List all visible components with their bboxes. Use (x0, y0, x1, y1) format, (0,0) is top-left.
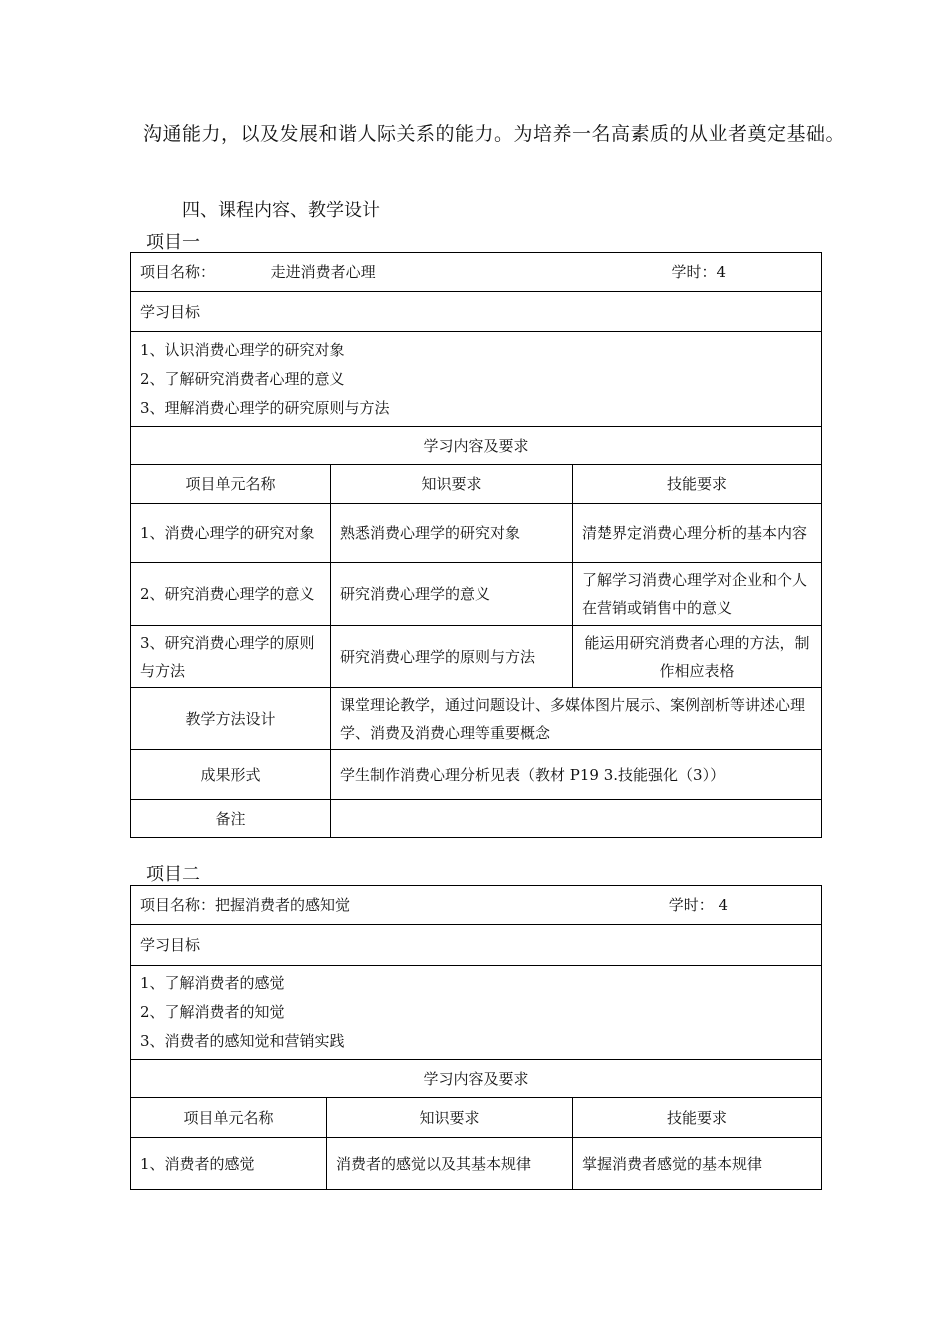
project1-col-skill: 技能要求 (573, 465, 822, 504)
project2-goal-header: 学习目标 (131, 925, 822, 966)
project1-row3-unit: 3、研究消费心理学的原则与方法 (131, 626, 331, 688)
project1-row3-skill: 能运用研究消费者心理的方法，制作相应表格 (573, 626, 822, 688)
project2-table (130, 885, 822, 1190)
project1-goals (131, 332, 822, 427)
project2-col-unit: 项目单元名称 (131, 1098, 327, 1138)
project2-goal-1: 1、了解消费者的感觉 (140, 974, 285, 992)
project1-note-label: 备注 (131, 800, 331, 838)
project2-name-prefix: 项目名称： (140, 896, 216, 914)
project2-goal-2: 2、了解消费者的知觉 (140, 1003, 285, 1021)
project1-name: 走进消费者心理 (270, 263, 376, 281)
project2-hours: 学时： 4 (668, 896, 729, 914)
project1-result-text: 学生制作消费心理分析见表（教材 P19 3.技能强化（3）） (331, 750, 822, 800)
project2-col-skill: 技能要求 (573, 1098, 822, 1138)
project1-method-label: 教学方法设计 (131, 688, 331, 750)
project1-row1-unit: 1、消费心理学的研究对象 (131, 504, 331, 563)
project1-row2-skill: 了解学习消费心理学对企业和个人在营销或销售中的意义 (573, 563, 822, 626)
project1-label: 项目一 (146, 232, 200, 253)
project1-content-header: 学习内容及要求 (131, 427, 822, 465)
project1-name-row (131, 253, 822, 292)
project2-row1-skill: 掌握消费者感觉的基本规律 (573, 1138, 822, 1190)
project2-col-knowledge: 知识要求 (327, 1098, 573, 1138)
project1-goal-1: 1、认识消费心理学的研究对象 (140, 340, 345, 359)
project1-goal-2: 2、了解研究消费者心理的意义 (140, 369, 345, 388)
project2-content-header: 学习内容及要求 (131, 1060, 822, 1098)
project1-col-knowledge: 知识要求 (331, 465, 573, 504)
project1-row1-skill: 清楚界定消费心理分析的基本内容 (573, 504, 822, 563)
intro-paragraph: 沟通能力，以及发展和谐人际关系的能力。为培养一名高素质的从业者奠定基础。 (143, 123, 846, 145)
project1-table (130, 252, 822, 838)
project1-col-unit: 项目单元名称 (131, 465, 331, 504)
project1-goal-3: 3、理解消费心理学的研究原则与方法 (140, 398, 390, 417)
project2-goals (131, 966, 822, 1060)
project2-name: 把握消费者的感知觉 (215, 896, 351, 914)
project2-goal-3: 3、消费者的感知觉和营销实践 (140, 1032, 345, 1050)
project1-name-prefix: 项目名称： (140, 263, 216, 281)
project2-row1-knowledge: 消费者的感觉以及其基本规律 (327, 1138, 573, 1190)
section-heading: 四、课程内容、教学设计 (182, 200, 380, 221)
project1-method-text: 课堂理论教学，通过问题设计、多媒体图片展示、案例剖析等讲述心理学、消费及消费心理等重要概念 (331, 688, 822, 750)
project2-name-row (131, 886, 822, 925)
project1-result-label: 成果形式 (131, 750, 331, 800)
project1-row2-unit: 2、研究消费心理学的意义 (131, 563, 331, 626)
project1-hours: 学时：4 (671, 263, 727, 281)
project2-row1-unit: 1、消费者的感觉 (131, 1138, 327, 1190)
project1-row1-knowledge: 熟悉消费心理学的研究对象 (331, 504, 573, 563)
project1-row3-knowledge: 研究消费心理学的原则与方法 (331, 626, 573, 688)
project1-goal-header: 学习目标 (131, 292, 822, 332)
project2-label: 项目二 (146, 864, 200, 885)
project1-note-text (331, 800, 822, 838)
project1-row2-knowledge: 研究消费心理学的意义 (331, 563, 573, 626)
